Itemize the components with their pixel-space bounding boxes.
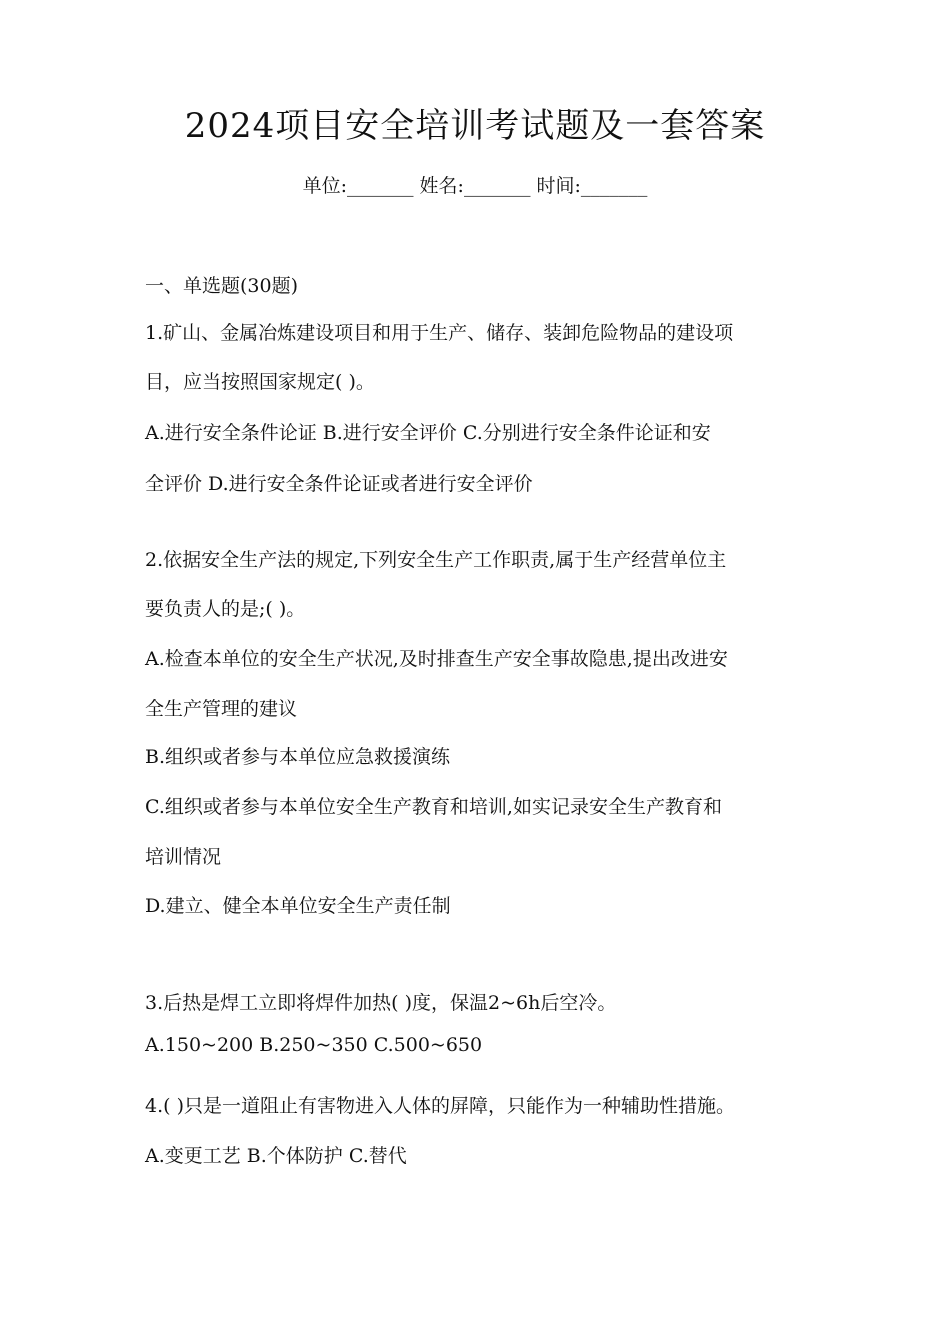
unit-field: 单位:_______: [302, 175, 414, 197]
question-2-stem-line-2: 要负责人的是;( )。: [145, 598, 306, 620]
question-2-option-a-line-1: A.检查本单位的安全生产状况,及时排查生产安全事故隐患,提出改进安: [145, 648, 728, 670]
question-2-option-b: B.组织或者参与本单位应急救援演练: [145, 746, 451, 768]
time-field: 时间:_______: [536, 175, 648, 197]
question-2-stem-line-1: 2.依据安全生产法的规定,下列安全生产工作职责,属于生产经营单位主: [145, 549, 727, 571]
question-1-stem-line-1: 1.矿山、金属冶炼建设项目和用于生产、储存、装卸危险物品的建设项: [145, 322, 734, 344]
question-1-options-line-2: 全评价 D.进行安全条件论证或者进行安全评价: [145, 473, 533, 495]
info-fields: [0, 170, 950, 202]
question-3-stem: 3.后热是焊工立即将焊件加热( )度，保温2~6h后空冷。: [145, 992, 617, 1014]
page-title: 2024项目安全培训考试题及一套答案: [184, 106, 766, 146]
question-4-stem: 4.( )只是一道阻止有害物进入人体的屏障，只能作为一种辅助性措施。: [145, 1095, 735, 1117]
question-3-options: A.150~200 B.250~350 C.500~650: [145, 1034, 483, 1056]
section-heading: 一、单选题(30题): [145, 275, 299, 297]
question-1-stem-line-2: 目，应当按照国家规定( )。: [145, 371, 375, 393]
question-2-option-d: D.建立、健全本单位安全生产责任制: [145, 895, 451, 917]
question-2-option-a-line-2: 全生产管理的建议: [145, 698, 298, 720]
question-2-option-c-line-2: 培训情况: [145, 846, 222, 868]
name-field: 姓名:_______: [419, 175, 531, 197]
question-2-option-c-line-1: C.组织或者参与本单位安全生产教育和培训,如实记录安全生产教育和: [145, 796, 722, 818]
question-4-options: A.变更工艺 B.个体防护 C.替代: [145, 1145, 407, 1167]
question-1-options-line-1: A.进行安全条件论证 B.进行安全评价 C.分别进行安全条件论证和安: [145, 422, 711, 444]
